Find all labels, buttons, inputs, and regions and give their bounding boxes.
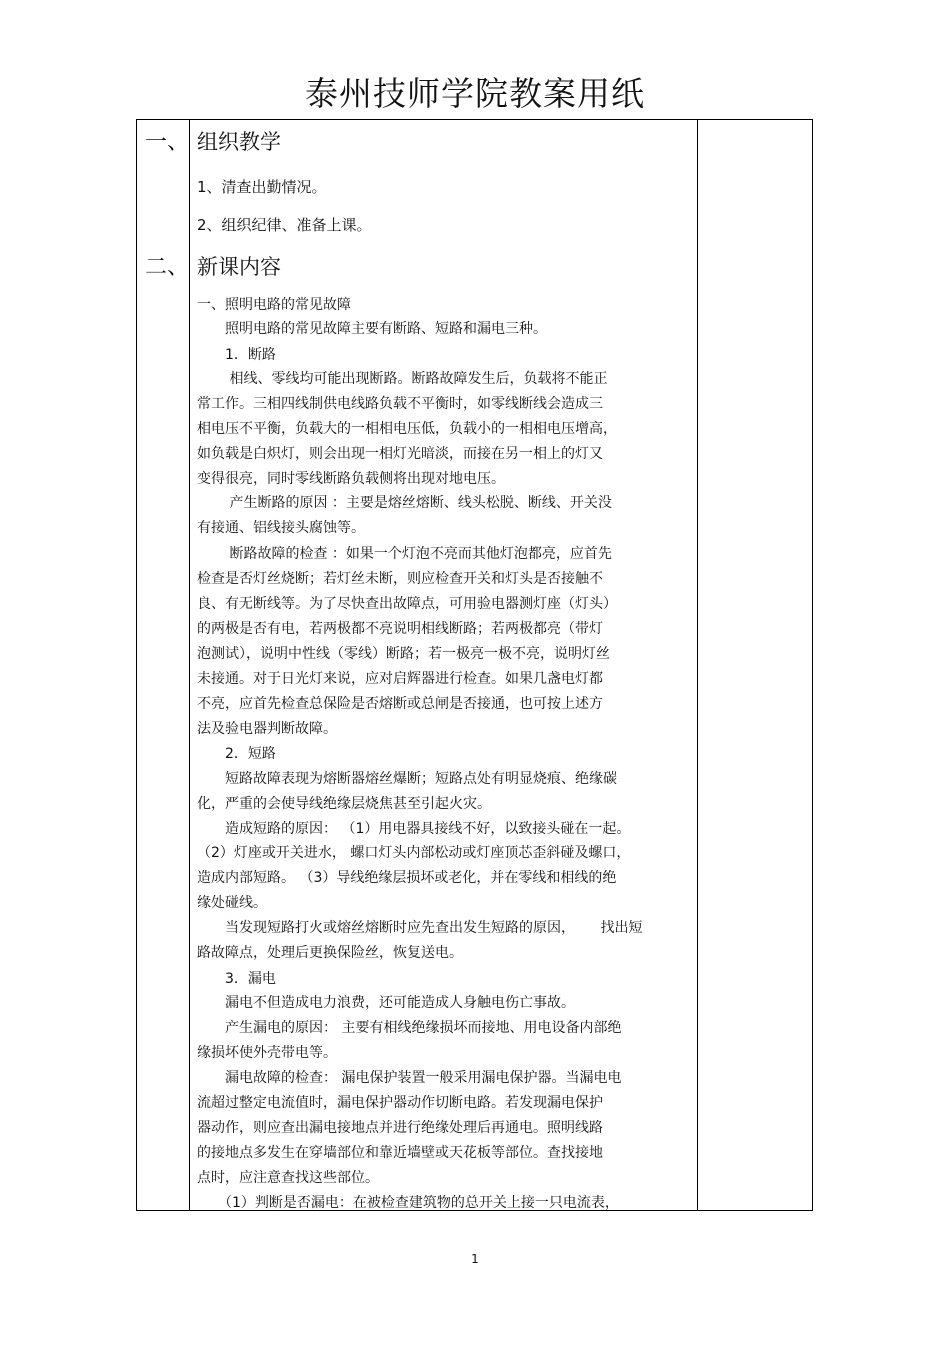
section-number-2: 二、 bbox=[145, 255, 190, 280]
body-line: 1．断路 bbox=[197, 347, 276, 363]
section1-item-1: 1、清查出勤情况。 bbox=[197, 178, 327, 196]
body-line: 泡测试），说明中性线（零线）断路；若一极亮一极不亮，说明灯丝 bbox=[197, 646, 610, 662]
section-heading-1: 组织教学 bbox=[197, 130, 281, 154]
body-line: 照明电路的常见故障主要有断路、短路和漏电三种。 bbox=[197, 321, 547, 337]
section1-item-2: 2、组织纪律、准备上课。 bbox=[197, 216, 372, 234]
body-line: 产生漏电的原因： 主要有相线绝缘损坏而接地、用电设备内部绝 bbox=[197, 1020, 622, 1036]
body-line: 的接地点多发生在穿墙部位和靠近墙壁或天花板等部位。查找接地 bbox=[197, 1145, 603, 1161]
body-line: 器动作，则应查出漏电接地点并进行绝缘处理后再通电。照明线路 bbox=[197, 1120, 603, 1136]
page-title: 泰州技师学院教案用纸 bbox=[305, 74, 645, 113]
column-divider-left bbox=[189, 119, 190, 1211]
body-line: 造成短路的原因： （1）用电器具接线不好，以致接头碰在一起。 bbox=[197, 821, 631, 837]
body-line: 造成内部短路。 （3）导线绝缘层损坏或老化，并在零线和相线的绝 bbox=[197, 870, 617, 886]
body-line: 短路故障表现为熔断器熔丝爆断；短路点处有明显烧痕、绝缘碳 bbox=[197, 771, 617, 787]
body-line: 相线、零线均可能出现断路。断路故障发生后，负载将不能正 bbox=[197, 371, 608, 387]
page-number: 1 bbox=[471, 1252, 479, 1266]
body-line: 点时，应注意查找这些部位。 bbox=[197, 1170, 379, 1186]
body-line: 化，严重的会使导线绝缘层烧焦甚至引起火灾。 bbox=[197, 796, 491, 812]
body-line: 缘处碰线。 bbox=[197, 895, 267, 911]
body-line: 不亮，应首先检查总保险是否熔断或总闸是否接通，也可按上述方 bbox=[197, 696, 603, 712]
body-line: 产生断路的原因 ：主要是熔丝熔断、线头松脱、断线、开关没 bbox=[197, 495, 612, 511]
body-line: 缘损坏使外壳带电等。 bbox=[197, 1045, 337, 1061]
column-divider-right bbox=[697, 119, 698, 1211]
body-line: 2．短路 bbox=[197, 746, 276, 762]
body-line: 未接通。对于日光灯来说，应对启辉器进行检查。如果几盏电灯都 bbox=[197, 671, 603, 687]
section-number-1: 一、 bbox=[145, 130, 190, 155]
body-line: 变得很亮，同时零线断路负载侧将出现对地电压。 bbox=[197, 471, 505, 487]
body-line: 法及验电器判断故障。 bbox=[197, 721, 337, 737]
body-line: 3．漏电 bbox=[197, 971, 276, 987]
body-line: 流超过整定电流值时，漏电保护器动作切断电路。若发现漏电保护 bbox=[197, 1095, 603, 1111]
body-line: 的两极是否有电，若两极都不亮说明相线断路；若两极都亮（带灯 bbox=[197, 621, 603, 637]
body-line: 断路故障的检查 ：如果一个灯泡不亮而其他灯泡都亮，应首先 bbox=[197, 546, 612, 562]
body-line: 一、照明电路的常见故障 bbox=[197, 297, 351, 313]
body-line: （2）灯座或开关进水， 螺口灯头内部松动或灯座顶芯歪斜碰及螺口， bbox=[197, 845, 631, 861]
body-line: 当发现短路打火或熔丝熔断时应先查出发生短路的原因， 找出短 bbox=[197, 920, 643, 936]
body-line: 如负载是白炽灯，则会出现一相灯光暗淡，而接在另一相上的灯又 bbox=[197, 446, 603, 462]
body-line: 漏电不但造成电力浪费，还可能造成人身触电伤亡事故。 bbox=[197, 995, 575, 1011]
section-heading-2: 新课内容 bbox=[197, 255, 281, 279]
body-line: 相电压不平衡，负载大的一相相电压低，负载小的一相相电压增高， bbox=[197, 421, 617, 437]
body-line: 良、有无断线等。为了尽快查出故障点，可用验电器测灯座（灯头） bbox=[197, 596, 617, 612]
body-line: （1）判断是否漏电：在被检查建筑物的总开关上接一只电流表， bbox=[197, 1195, 619, 1211]
body-line: 常工作。三相四线制供电线路负载不平衡时，如零线断线会造成三 bbox=[197, 396, 603, 412]
body-line: 检查是否灯丝烧断；若灯丝未断，则应检查开关和灯头是否接触不 bbox=[197, 571, 603, 587]
body-line: 漏电故障的检查： 漏电保护装置一般采用漏电保护器。当漏电电 bbox=[197, 1070, 622, 1086]
body-line: 有接通、铝线接头腐蚀等。 bbox=[197, 520, 365, 536]
body-line: 路故障点，处理后更换保险丝，恢复送电。 bbox=[197, 945, 463, 961]
